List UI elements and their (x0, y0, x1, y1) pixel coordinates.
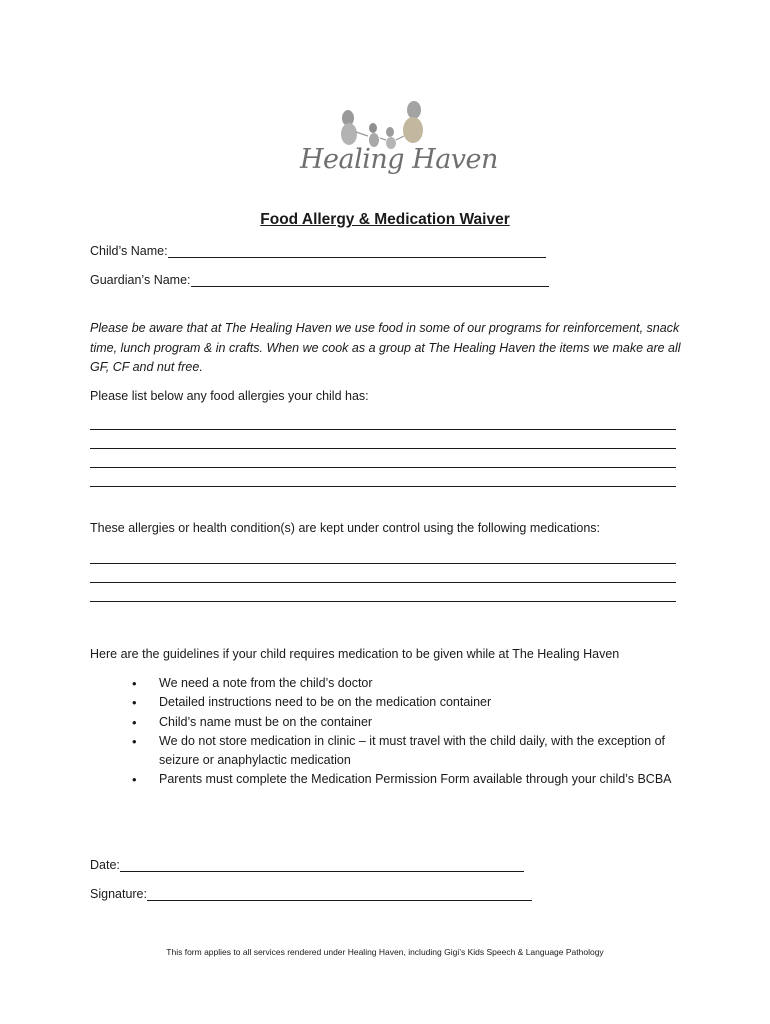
logo-text: Healing Haven (300, 144, 498, 175)
list-item: • We do not store medication in clinic – it must travel with the child daily, with the exception of seizure or anaphylactic medication (130, 732, 690, 771)
guardian-name-label: Guardian’s Name: (90, 273, 191, 287)
allergy-line[interactable] (90, 449, 676, 468)
allergy-line[interactable] (90, 430, 676, 449)
page-title: Food Allergy & Medication Waiver (260, 211, 510, 228)
signature-label: Signature: (90, 887, 147, 901)
medication-line[interactable] (90, 583, 676, 602)
guidelines-list (130, 674, 690, 790)
allergy-line[interactable] (90, 468, 676, 487)
medications-answer-lines[interactable] (90, 545, 676, 602)
footer-note: This form applies to all services rendered under Healing Haven, including Gigi’s Kids Speech & Language Pathology (166, 947, 604, 957)
allergies-prompt: Please list below any food allergies your child has: (90, 389, 369, 403)
medication-line[interactable] (90, 564, 676, 583)
allergies-answer-lines[interactable] (90, 411, 676, 487)
child-name-line[interactable] (168, 245, 546, 258)
date-label: Date: (90, 858, 120, 872)
child-name-label: Child’s Name: (90, 244, 168, 258)
allergy-line[interactable] (90, 411, 676, 430)
signature-line[interactable] (147, 888, 532, 901)
list-item: • Detailed instructions need to be on the medication container (130, 693, 690, 712)
medications-prompt: These allergies or health condition(s) are kept under control using the following medications: (90, 521, 601, 535)
guidelines-intro: Here are the guidelines if your child requires medication to be given while at The Healing Haven (90, 647, 620, 661)
medication-line[interactable] (90, 545, 676, 564)
list-item: • Child’s name must be on the container (130, 713, 690, 732)
intro-paragraph: Please be aware that at The Healing Haven we use food in some of our programs for reinforcement, snack time, lunch program & in crafts. When we cook as a group at The Healing Haven the items we make are all GF, CF and nut free. (90, 321, 681, 374)
guardian-name-field[interactable] (90, 273, 549, 287)
date-line[interactable] (120, 859, 524, 872)
healing-haven-logo (300, 96, 498, 196)
guardian-name-line[interactable] (191, 274, 549, 287)
list-item: • Parents must complete the Medication Permission Form available through your child’s BCBA (130, 770, 690, 789)
signature-field[interactable] (90, 887, 532, 901)
date-field[interactable] (90, 858, 524, 872)
list-item: • We need a note from the child’s doctor (130, 674, 690, 693)
child-name-field[interactable] (90, 244, 546, 258)
